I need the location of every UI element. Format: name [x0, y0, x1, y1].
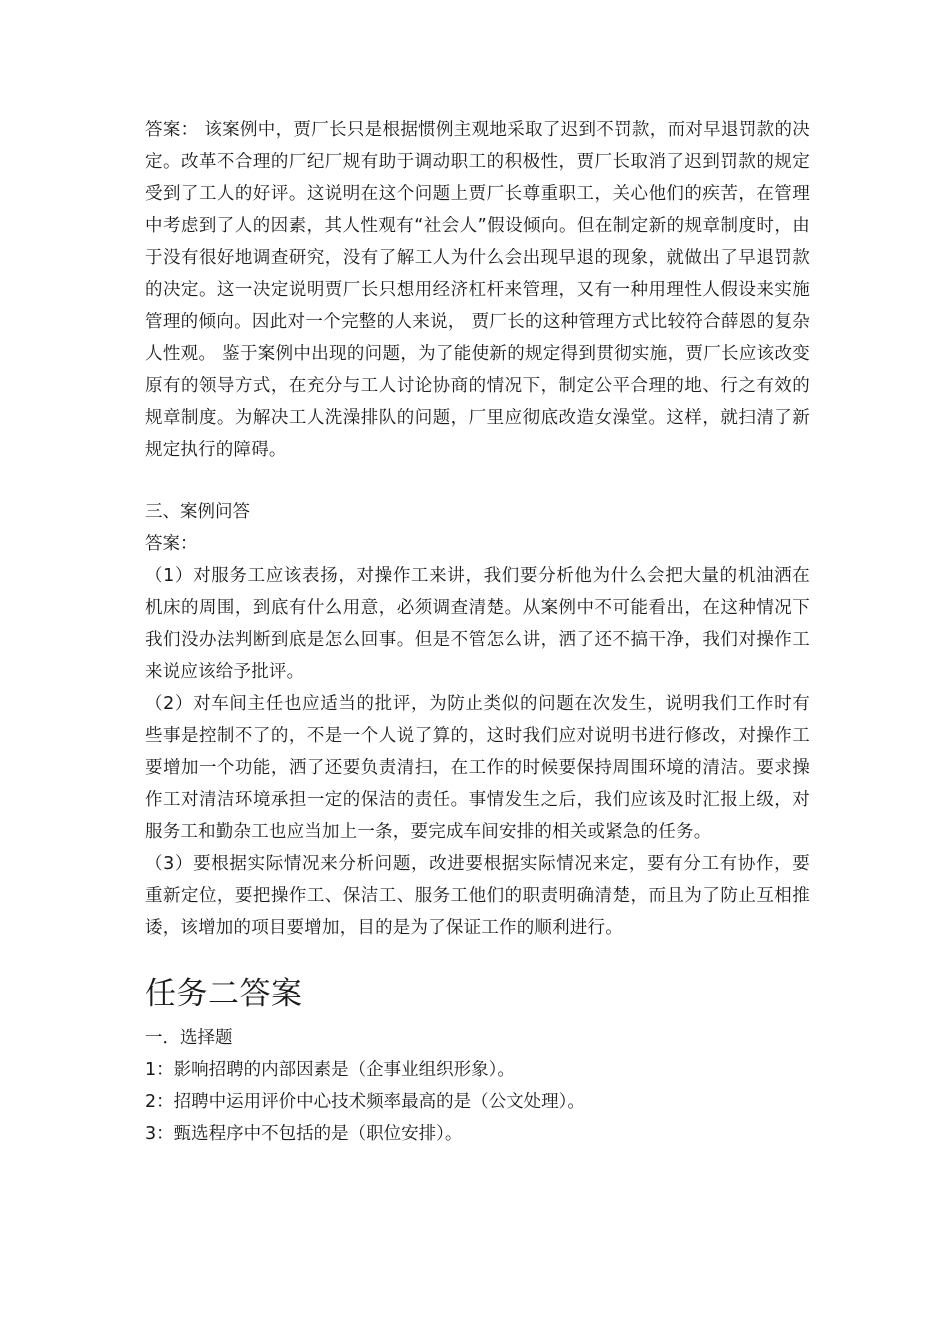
document-body — [145, 114, 810, 1150]
question-3: 3：甄选程序中不包括的是（职位安排）。 — [145, 1124, 463, 1144]
spacer — [145, 944, 810, 974]
question-1: 1：影响招聘的内部因素是（企事业组织形象）。 — [145, 1060, 515, 1080]
question-2: 2：招聘中运用评价中心技术频率最高的是（公文处理）。 — [145, 1092, 585, 1112]
spacer — [145, 1014, 810, 1022]
answer-item-2: （2）对车间主任也应适当的批评，为防止类似的问题在次发生，说明我们工作时有些事是控制不了的，不是一个人说了算的，这时我们应对说明书进行修改，对操作工要增加一个功能，洒了还要负责清扫，在工作的时候要保持周围环境的清洁。要求操作工对清洁环境承担一定的保洁的责任。事情发生之后，我们应该及时汇报上级，对服务工和勤杂工也应当加上一条，要完成车间安排的相关或紧急的任务。 — [145, 694, 810, 842]
spacer — [145, 466, 810, 496]
task-two-heading: 任务二答案 — [145, 976, 303, 1012]
multiple-choice-subtitle: 一．选择题 — [145, 1028, 233, 1048]
answer-paragraph: 答案： 该案例中，贾厂长只是根据惯例主观地采取了迟到不罚款，而对早退罚款的决定。改革不合理的厂纪厂规有助于调动职工的积极性，贾厂长取消了迟到罚款的规定受到了工人的好评。这说明在这个问题上贾厂长尊重职工，关心他们的疾苦，在管理中考虑到了人的因素，其人性观有“社会人”假设倾向。但在制定新的规章制度时，由于没有很好地调查研究，没有了解工人为什么会出现早退的现象，就做出了早退罚款的决定。这一决定说明贾厂长只想用经济杠杆来管理，又有一种用理性人假设来实施管理的倾向。因此对一个完整的人来说， 贾厂长的这种管理方式比较符合薛恩的复杂人性观。 鉴于案例中出现的问题，为了能使新的规定得到贯彻实施，贾厂长应该改变原有的领导方式，在充分与工人讨论协商的情况下，制定公平合理的地、行之有效的规章制度。为解决工人洗澡排队的问题，厂里应彻底改造女澡堂。这样，就扫清了新规定执行的障碍。 — [145, 120, 810, 460]
answer-item-3: （3）要根据实际情况来分析问题，改进要根据实际情况来定，要有分工有协作，要重新定位，要把操作工、保洁工、服务工他们的职责明确清楚，而且为了防止互相推诿，该增加的项目要增加，目的是为了保证工作的顺利进行。 — [145, 854, 810, 938]
answer-label: 答案： — [145, 534, 198, 554]
section-heading-case-qa: 三、案例问答 — [145, 502, 250, 522]
answer-item-1: （1）对服务工应该表扬，对操作工来讲，我们要分析他为什么会把大量的机油洒在机床的周围，到底有什么用意，必须调查清楚。从案例中不可能看出，在这种情况下我们没办法判断到底是怎么回事。但是不管怎么讲，洒了还不搞干净，我们对操作工来说应该给予批评。 — [145, 566, 810, 682]
